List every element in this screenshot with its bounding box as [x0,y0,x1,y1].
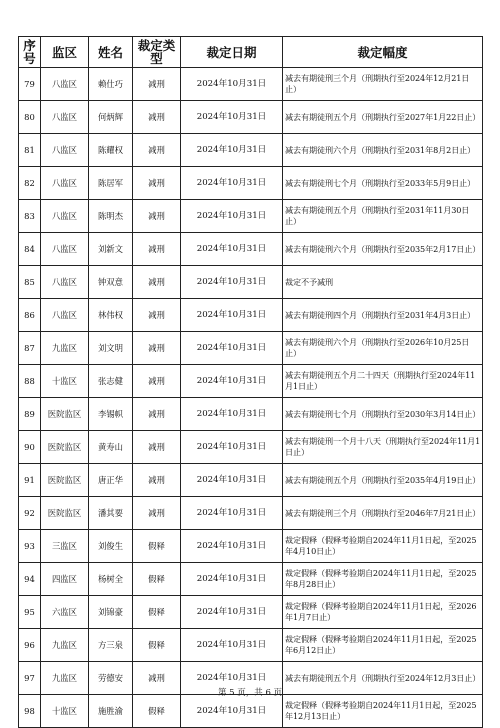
cell-name: 陈耀权 [89,134,133,167]
table-row [19,464,483,497]
cell-date: 2024年10月31日 [181,431,283,464]
cell-district: 九监区 [41,629,89,662]
cell-name: 钟双意 [89,266,133,299]
cell-range: 裁定假释（假释考验期自2024年11月1日起，至2025年8月28日止） [283,563,483,596]
cell-no: 95 [19,596,41,629]
cell-district: 八监区 [41,101,89,134]
cell-no: 93 [19,530,41,563]
cell-type: 减刑 [133,200,181,233]
cell-no: 97 [19,662,41,695]
cell-no: 83 [19,200,41,233]
cell-range: 减去有期徒刑四个月（刑期执行至2031年4月3日止） [283,299,483,332]
cell-type: 减刑 [133,299,181,332]
cell-name: 方三泉 [89,629,133,662]
table-row [19,167,483,200]
header-date: 裁定日期 [181,37,283,68]
cell-date: 2024年10月31日 [181,233,283,266]
table-row [19,431,483,464]
cell-no: 85 [19,266,41,299]
sentence-table [18,36,483,728]
cell-type: 减刑 [133,101,181,134]
cell-range: 减去有期徒刑五个月（刑期执行至2024年12月3日止） [283,662,483,695]
cell-name: 刘新文 [89,233,133,266]
cell-district: 八监区 [41,233,89,266]
cell-date: 2024年10月31日 [181,662,283,695]
cell-district: 八监区 [41,299,89,332]
cell-no: 90 [19,431,41,464]
cell-date: 2024年10月31日 [181,563,283,596]
cell-date: 2024年10月31日 [181,101,283,134]
cell-date: 2024年10月31日 [181,200,283,233]
cell-no: 80 [19,101,41,134]
cell-name: 杨树全 [89,563,133,596]
table-row [19,629,483,662]
table-row [19,398,483,431]
cell-no: 94 [19,563,41,596]
cell-name: 陈居军 [89,167,133,200]
cell-district: 九监区 [41,662,89,695]
cell-no: 84 [19,233,41,266]
cell-name: 唐正华 [89,464,133,497]
cell-district: 医院监区 [41,464,89,497]
cell-range: 减去有期徒刑五个月（刑期执行至2027年1月22日止） [283,101,483,134]
table-row [19,200,483,233]
cell-type: 减刑 [133,464,181,497]
cell-name: 赖仕巧 [89,68,133,101]
cell-range: 减去有期徒刑七个月（刑期执行至2033年5月9日止） [283,167,483,200]
table-row [19,68,483,101]
cell-type: 减刑 [133,662,181,695]
cell-date: 2024年10月31日 [181,365,283,398]
cell-range: 减去有期徒刑三个月（刑期执行至2024年12月21日止） [283,68,483,101]
cell-name: 刘锦豪 [89,596,133,629]
cell-date: 2024年10月31日 [181,629,283,662]
cell-name: 张志健 [89,365,133,398]
cell-type: 假释 [133,596,181,629]
table-header [19,37,483,68]
header-no: 序号 [19,37,41,68]
cell-type: 假释 [133,695,181,728]
header-name: 姓名 [89,37,133,68]
cell-district: 八监区 [41,167,89,200]
cell-type: 减刑 [133,266,181,299]
header-type: 裁定类型 [133,37,181,68]
cell-name: 李锡帜 [89,398,133,431]
cell-type: 减刑 [133,332,181,365]
cell-date: 2024年10月31日 [181,68,283,101]
header-district: 监区 [41,37,89,68]
cell-no: 79 [19,68,41,101]
cell-name: 陈明杰 [89,200,133,233]
cell-district: 四监区 [41,563,89,596]
page-footer: 第 5 页，共 6 页 [217,688,283,698]
cell-district: 十监区 [41,695,89,728]
cell-name: 施胜渝 [89,695,133,728]
cell-date: 2024年10月31日 [181,497,283,530]
cell-date: 2024年10月31日 [181,398,283,431]
cell-range: 裁定不予减刑 [283,266,483,299]
cell-no: 88 [19,365,41,398]
table-row [19,266,483,299]
cell-type: 减刑 [133,398,181,431]
cell-date: 2024年10月31日 [181,332,283,365]
cell-range: 减去有期徒刑六个月（刑期执行至2031年8月2日止） [283,134,483,167]
table-row [19,563,483,596]
cell-no: 96 [19,629,41,662]
cell-name: 林伟权 [89,299,133,332]
table-row [19,101,483,134]
cell-no: 89 [19,398,41,431]
cell-date: 2024年10月31日 [181,596,283,629]
cell-date: 2024年10月31日 [181,695,283,728]
cell-type: 减刑 [133,233,181,266]
cell-type: 减刑 [133,497,181,530]
table-row [19,332,483,365]
cell-district: 八监区 [41,266,89,299]
cell-range: 裁定假释（假释考验期自2024年11月1日起，至2026年1月7日止） [283,596,483,629]
cell-district: 医院监区 [41,398,89,431]
cell-date: 2024年10月31日 [181,299,283,332]
header-range: 裁定幅度 [283,37,483,68]
cell-range: 裁定假释（假释考验期自2024年11月1日起，至2025年4月10日止） [283,530,483,563]
cell-name: 潘其要 [89,497,133,530]
cell-name: 劳德安 [89,662,133,695]
table-row [19,596,483,629]
cell-range: 减去有期徒刑三个月（刑期执行至2046年7月21日止） [283,497,483,530]
cell-district: 三监区 [41,530,89,563]
cell-district: 八监区 [41,200,89,233]
cell-no: 91 [19,464,41,497]
table-row [19,530,483,563]
cell-type: 假释 [133,563,181,596]
cell-type: 减刑 [133,365,181,398]
cell-no: 82 [19,167,41,200]
cell-range: 减去有期徒刑五个月（刑期执行至2035年4月19日止） [283,464,483,497]
cell-range: 减去有期徒刑五个月（刑期执行至2031年11月30日止） [283,200,483,233]
cell-range: 减去有期徒刑一个月十八天（刑期执行至2024年11月1日止） [283,431,483,464]
table-row [19,134,483,167]
table-row [19,299,483,332]
cell-district: 医院监区 [41,431,89,464]
cell-range: 减去有期徒刑六个月（刑期执行至2026年10月25日止） [283,332,483,365]
cell-range: 裁定假释（假释考验期自2024年11月1日起，至2025年12月13日止） [283,695,483,728]
cell-district: 九监区 [41,332,89,365]
cell-name: 何炳辉 [89,101,133,134]
cell-type: 减刑 [133,167,181,200]
cell-no: 87 [19,332,41,365]
cell-type: 减刑 [133,134,181,167]
cell-name: 刘俊生 [89,530,133,563]
table-row [19,233,483,266]
cell-range: 减去有期徒刑六个月（刑期执行至2035年2月17日止） [283,233,483,266]
cell-date: 2024年10月31日 [181,134,283,167]
cell-name: 黄寿山 [89,431,133,464]
cell-type: 减刑 [133,431,181,464]
cell-range: 减去有期徒刑五个月二十四天（刑期执行至2024年11月1日止） [283,365,483,398]
table-row [19,365,483,398]
table-row [19,695,483,728]
cell-date: 2024年10月31日 [181,530,283,563]
table-row [19,497,483,530]
cell-district: 十监区 [41,365,89,398]
cell-district: 医院监区 [41,497,89,530]
cell-type: 假释 [133,530,181,563]
cell-no: 81 [19,134,41,167]
cell-type: 假释 [133,629,181,662]
cell-district: 八监区 [41,134,89,167]
cell-date: 2024年10月31日 [181,464,283,497]
cell-date: 2024年10月31日 [181,266,283,299]
cell-type: 减刑 [133,68,181,101]
cell-no: 86 [19,299,41,332]
cell-range: 减去有期徒刑七个月（刑期执行至2030年3月14日止） [283,398,483,431]
table-body [19,68,483,728]
cell-no: 98 [19,695,41,728]
cell-date: 2024年10月31日 [181,167,283,200]
cell-no: 92 [19,497,41,530]
cell-range: 裁定假释（假释考验期自2024年11月1日起，至2025年6月12日止） [283,629,483,662]
cell-district: 八监区 [41,68,89,101]
cell-name: 刘文明 [89,332,133,365]
cell-district: 六监区 [41,596,89,629]
